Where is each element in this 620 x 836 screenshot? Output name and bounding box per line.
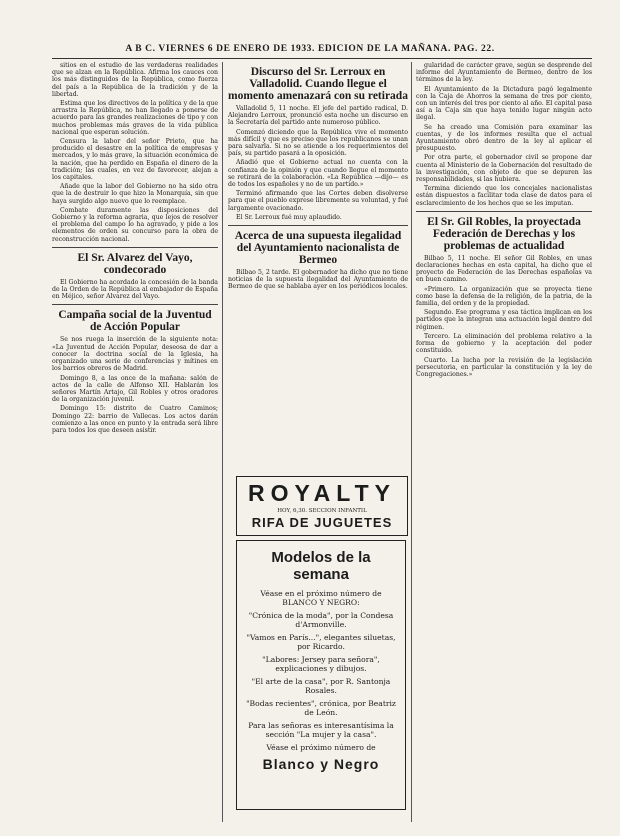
article-separator — [228, 225, 408, 226]
column-divider — [411, 62, 412, 822]
article-headline: El Sr. Gil Robles, la proyectada Federación de Derechas y los problemas de actualidad — [427, 215, 581, 252]
advertisement-royalty — [236, 476, 408, 536]
ad-line: Véase en el próximo número de BLANCO Y NEGRO: — [260, 589, 382, 607]
article-headline: Discurso del Sr. Lerroux en Valladolid. Cuando llegue el momento amenazará con su retirada — [228, 66, 408, 102]
ad-title: ROYALTY — [247, 480, 397, 506]
ad-line: "Crónica de la moda", por la Condesa d'Armonville. — [248, 611, 394, 629]
article-separator — [52, 304, 218, 305]
article-paragraph: Domingo 8, a las once de la mañana: salón de actos de la calle de Alfonso XII. Hablarán los señores Martín Artajo, Gil Robles y otros oradores de la organización juvenil. — [52, 374, 218, 404]
article-paragraph: El Sr. Lerroux fué muy aplaudido. — [236, 213, 342, 221]
ad-line: Véase el próximo número de — [266, 743, 376, 752]
ad-line: Para las señoras es interesantísima la sección "La mujer y la casa". — [248, 721, 394, 739]
article-paragraph: Terminó afirmando que las Cortes deben disolverse para que el pueblo exprese libremente su voluntad, y fué largamente ovacionado. — [228, 190, 408, 212]
article-paragraph: Añade que la labor del Gobierno no ha sido otra que la de destruir lo que hizo la Monarquía, sin que haya surgido algo nuevo que lo reemplace. — [52, 183, 218, 205]
article-paragraph: Termina diciendo que los concejales nacionalistas están dispuestos a facilitar toda clase de datos para el esclarecimiento de los hechos que se les imputan. — [416, 185, 592, 207]
column-right — [416, 62, 592, 822]
ad-line: "Bodas recientes", crónica, por Beatriz de León. — [246, 699, 396, 717]
article-separator — [52, 247, 218, 248]
article-paragraph: Estima que los directivos de la política y de la que arrastra la República, no han llegado a ponerse de acuerdo para las grandes realizaciones de tipo y con muchos problemas más graves de la vida pública nacional que esperan solución. — [52, 100, 218, 136]
column-middle — [228, 62, 408, 532]
article-paragraph: sitios en el estudio de las verdaderas realidades que se alzan en la República. Afirma los cauces con los más distinguidos de la República, como fuerza del país a la República de la tradición y de la libertad. — [52, 62, 218, 98]
article-separator — [416, 211, 592, 212]
ad-title: Modelos de la semana — [271, 549, 371, 583]
article-paragraph: El Gobierno ha acordado la concesión de la banda de la Orden de la República al embajador de España en Méjico, señor Alvarez del Vayo. — [52, 278, 218, 301]
article-paragraph: El Ayuntamiento de la Dictadura pagó legalmente con la Caja de Ahorros la semana de tres por ciento, con un interés del tres por ciento al año. El capital pasa así a la Caja sin que haya tenido lugar ningún acto ilegal. — [416, 85, 592, 122]
article-paragraph: Tercero. La eliminación del problema relativo a la forma de gobierno y la aceptación del poder constituido. — [416, 332, 592, 355]
ad-detail: HOY, 6,30. SECCION INFANTIL — [277, 508, 367, 514]
article-paragraph: Bilbao 5, 11 noche. El señor Gil Robles, en unas declaraciones hechas en esta capital, ha dicho que el proyecto de Federación de las Derechas españolas va en buen camino. — [416, 254, 592, 284]
article-paragraph: Se ha creado una Comisión para examinar las cuentas, y de los informes resulta que el actual Ayuntamiento obró dentro de la ley al aplicar el presupuesto. — [416, 123, 592, 153]
article-headline: Acerca de una supuesta ilegalidad del Ayuntamiento nacionalista de Bermeo — [234, 230, 402, 267]
ad-subtitle: RIFA DE JUGUETES — [251, 515, 393, 530]
column-divider — [222, 62, 223, 822]
advertisement-blanco-y-negro — [236, 540, 406, 810]
article-paragraph: Comenzó diciendo que la República vive el momento más difícil y que es preciso que los republicanos se unan para salvarla. Si no se atiende a los requerimientos del país, su partido pasará a la oposición. — [228, 128, 408, 158]
article-paragraph: Añadió que el Gobierno actual no cuenta con la confianza de la opinión y que cuando llegue el momento se retirará de la colaboración. «La República —dijo— es de todos los españoles y no de un partido.» — [228, 159, 408, 189]
article-paragraph: Censura la labor del señor Prieto, que ha producido el desastre en la política de empresas y mercados, y lo más grave, la situación económica de la nación, que ha perdido en España el dinero de la tradición; las cuales, en vez de favorecer, alejan a los capitales. — [52, 138, 218, 182]
article-paragraph: «Primero. La organización que se proyecta tiene como base la defensa de la religión, de la patria, de la familia, del orden y de la propiedad. — [416, 285, 592, 308]
article-paragraph: Valladolid 5, 11 noche. El jefe del partido radical, D. Alejandro Lerroux, pronunció esta noche un discurso en la Secretaría del partido ante numeroso público. — [228, 105, 408, 127]
ad-line: "Vamos en París...", elegantes siluetas, por Ricardo. — [246, 633, 396, 651]
article-paragraph: Se nos ruega la inserción de la siguiente nota: «La Juventud de Acción Popular, deseosa de dar a conocer la doctrina social de la Iglesia, ha organizado una serie de conferencias y mítines en los barrios obreros de Madrid. — [52, 336, 218, 373]
article-paragraph: Cuarto. La lucha por la revisión de la legislación persecutoria, en particular la constitución y la ley de Congregaciones.» — [416, 356, 592, 378]
article-paragraph: Por otra parte, el gobernador civil se propone dar cuenta al Ministerio de la Gobernación del resultado de la investigación, con objeto de que se depuren las responsabilidades, si las hubiera. — [416, 154, 592, 184]
article-headline: Campaña social de la Juventud de Acción Popular — [58, 309, 212, 334]
article-paragraph: Segundo. Ese programa y esa táctica implican en los partidos que la integran una actuación legal dentro del régimen. — [416, 309, 592, 331]
header-rule — [52, 58, 592, 59]
ad-line: "Labores: Jersey para señora", explicaciones y dibujos. — [262, 655, 380, 673]
article-paragraph: Bilbao 5, 2 tarde. El gobernador ha dicho que no tiene noticias de la supuesta ilegalidad del Ayuntamiento de Bermeo de que se hablaba ayer en los periódicos locales. — [228, 269, 408, 291]
article-paragraph: Domingo 15: distrito de Cuatro Caminos; Domingo 22: barrio de Vallecas. Los actos darán comienzo a las once en punto y la entrada será libre para todos los que deseen asistir. — [52, 405, 218, 434]
ad-line: "El arte de la casa", por R. Santonja Rosales. — [251, 677, 391, 695]
article-paragraph: Combate duramente las disposiciones del Gobierno y la reforma agraria, que lejos de resolver el problema del campo lo ha agravado, y pide a los elementos de orden su concurso para la obra de reconstrucción nacional. — [52, 206, 218, 243]
ad-footer: Blanco y Negro — [262, 756, 380, 772]
article-paragraph: gularidad de carácter grave, según se desprende del informe del Ayuntamiento de Bermeo, dentro de los términos de la ley. — [416, 62, 592, 84]
page-header: A B C. VIERNES 6 DE ENERO DE 1933. EDICION DE LA MAÑANA. PAG. 22. — [125, 44, 495, 54]
article-headline: El Sr. Alvarez del Vayo, condecorado — [77, 251, 193, 276]
column-left — [52, 62, 218, 822]
